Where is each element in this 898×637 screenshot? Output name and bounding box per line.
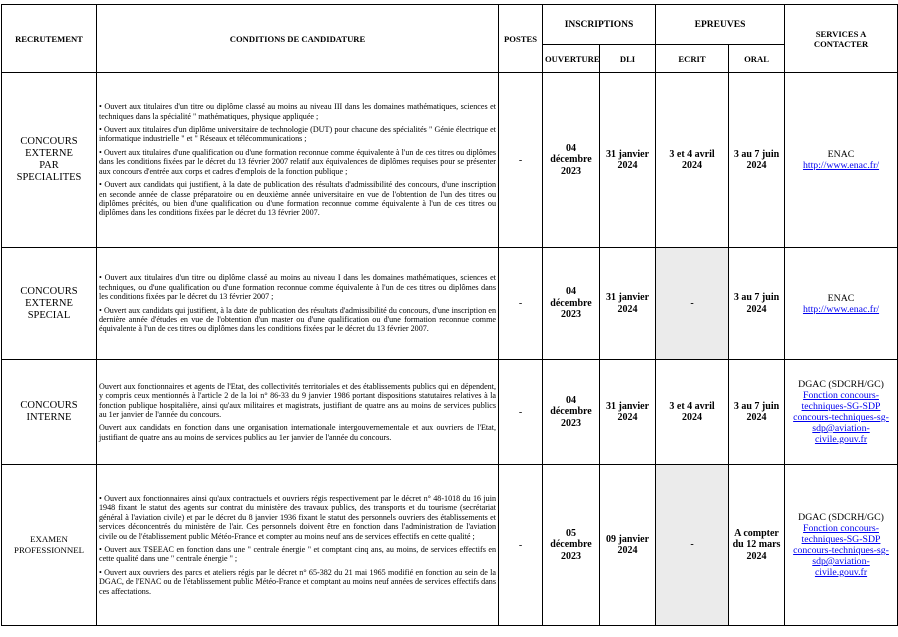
header-recrutement: RECRUTEMENT xyxy=(2,5,97,73)
ouverture-date: 04 xyxy=(566,286,576,298)
header-ecrit: ECRIT xyxy=(656,45,729,73)
service-link[interactable]: concours-techniques-sg- xyxy=(793,412,889,423)
service-link[interactable]: civile.gouv.fr xyxy=(814,567,868,578)
ecrit-date-cell xyxy=(656,73,729,248)
ouverture-date-cell xyxy=(543,73,600,248)
header-services xyxy=(785,5,898,73)
oral-date: 3 au 7 juin xyxy=(733,148,780,160)
recrutement-cell xyxy=(2,360,97,465)
ouverture-date: 04 xyxy=(566,394,576,406)
ecrit-date: - xyxy=(690,297,694,309)
condition-paragraph: Ouvert aux fonctionnaires et agents de l'Etat, des collectivités territoriales et des établissements publics qui en dépendent, y compris ceux mentionnés à l'article 2 de la loi n° 86-33 du 9 janvier 1986 portant dispositions statutaires relatives à la fonction publique hospitalière, ainsi qu'aux militaires et magistrats, justifiant de quatre ans au moins de services publics au 1er janvier de l'année du concours. xyxy=(99,381,496,419)
ecrit-date: 3 et 4 avril xyxy=(669,148,715,160)
ouverture-date-cell xyxy=(543,465,600,626)
recrutement-label: PAR xyxy=(39,160,59,171)
condition-paragraph: • Ouvert aux fonctionnaires ainsi qu'aux contractuels et ouvriers régis respectivement par le décret n° 48-1018 du 16 juin 1948 fixant le statut des agents sur contrat du ministère des travaux publics, des transports et du tourisme (secrétariat général à l'aviation civile) et par le décret du 8 janvier 1936 fixant le statut des personnels ouvriers des établissements et services déconcentrés du ministère de l'air. Ces personnels doivent être en fonction dans l'administration de l'aviation civile ou de l'établissement public Météo-France et compter au moins neuf ans de services effectifs en cette qualité ; xyxy=(99,493,496,541)
header-conditions: CONDITIONS DE CANDIDATURE xyxy=(97,5,499,73)
dli-date: 2024 xyxy=(617,303,638,315)
recruitment-table xyxy=(1,4,898,626)
service-link[interactable]: Fonction concours- xyxy=(803,523,879,534)
dli-date-cell xyxy=(600,248,656,360)
recrutement-label: CONCOURS xyxy=(20,400,78,411)
header-inscriptions: INSCRIPTIONS xyxy=(543,5,656,45)
ecrit-date-cell xyxy=(656,360,729,465)
oral-date: du 12 mars xyxy=(732,539,781,551)
postes-cell: - xyxy=(499,360,543,465)
condition-paragraph: • Ouvert aux titulaires d'un titre ou diplôme classé au moins au niveau I dans les domaines mathématiques, sciences et techniques, ou d'une qualification ou d'une formation reconnue comme équivalente à l'un de ces titres ou diplômes dans les conditions fixées par le décret du 13 février 2007 ; xyxy=(99,273,496,302)
service-link[interactable]: http://www.enac.fr/ xyxy=(802,160,880,171)
table-row xyxy=(2,465,898,626)
dli-date-cell xyxy=(600,465,656,626)
service-cell xyxy=(785,465,898,626)
ecrit-date: 2024 xyxy=(682,412,703,423)
ecrit-date: 2024 xyxy=(682,160,703,171)
service-link[interactable]: http://www.enac.fr/ xyxy=(802,303,880,315)
service-link[interactable]: techniques-SG-SDP xyxy=(801,534,881,545)
dli-date: 31 janvier xyxy=(605,400,650,412)
recrutement-label: EXTERNE xyxy=(25,148,73,159)
dli-date: 2024 xyxy=(617,545,638,556)
oral-date: 3 au 7 juin xyxy=(733,292,780,303)
conditions-cell xyxy=(97,360,499,465)
condition-paragraph: Ouvert aux candidats en fonction dans une organisation internationale intergouvernementale et aux ouvriers de l'Etat, justifiant de quatre ans au moins de services publics au 1er janvier de l'année du concours. xyxy=(99,423,496,442)
condition-paragraph: • Ouvert aux candidats qui justifient, à la date de publication des résultats d'admissibilité des concours, d'une inscription en seconde année de classe préparatoire ou en deuxième année universitaire en vue de l'obtention de l'un des titres ou diplômes précités, ou bien d'une qualification ou d'une formation reconnue comme équivalente à l'un de ces titres ou diplômes dans les conditions fixées par le décret du 13 février 2007. xyxy=(99,180,496,218)
service-link[interactable]: sdp@aviation- xyxy=(812,556,870,567)
ouverture-date: 2023 xyxy=(561,309,581,321)
ecrit-date-cell xyxy=(656,248,729,360)
oral-date: 2024 xyxy=(746,303,767,315)
ouverture-date: 04 xyxy=(566,142,576,154)
header-ouverture: OUVERTURE xyxy=(543,45,600,73)
service-link[interactable]: civile.gouv.fr xyxy=(814,434,868,445)
recrutement-cell xyxy=(2,73,97,248)
condition-paragraph: • Ouvert aux candidats qui justifient, à la date de publication des résultats d'admissibilité du concours, d'une inscription en dernière année d'études en vue de l'obtention d'un master ou d'une qualification ou d'une formation reconnue comme équivalente à l'un de ces titres ou diplômes dans les conditions fixées par le décret du 13 février 2007. xyxy=(99,305,496,334)
recrutement-label: EXTERNE xyxy=(25,297,73,309)
ouverture-date: 05 xyxy=(566,527,576,539)
service-name: DGAC (SDCRH/GC) xyxy=(798,379,884,390)
ecrit-date: - xyxy=(690,539,694,551)
ouverture-date: décembre xyxy=(550,154,592,166)
condition-paragraph: • Ouvert aux titulaires d'une qualification ou d'une formation reconnue comme équivalente à l'un de ces titres ou diplômes dans les conditions fixées par le décret du 13 février 2007 relatif aux équivalences de diplômes requises pour se présenter aux concours d'entrée aux corps et cadres d'emplois de la fonction publique ; xyxy=(99,147,496,176)
oral-date-cell xyxy=(729,73,785,248)
table-row xyxy=(2,73,898,248)
ouverture-date-cell xyxy=(543,360,600,465)
oral-date-cell xyxy=(729,248,785,360)
header-services-line1: SERVICES A xyxy=(815,28,867,39)
service-name: ENAC xyxy=(827,292,855,304)
oral-date-cell xyxy=(729,360,785,465)
dli-date: 09 janvier xyxy=(605,533,650,545)
condition-paragraph: • Ouvert aux titulaires d'un titre ou diplôme classé au moins au niveau III dans les domaines mathématiques, sciences et techniques dans la spécialité " mathématiques, physique appliquée ; xyxy=(99,102,496,121)
dli-date: 31 janvier xyxy=(605,148,650,160)
ouverture-date: 2023 xyxy=(561,550,581,562)
header-services-line2: CONTACTER xyxy=(813,38,869,49)
service-name: ENAC xyxy=(827,149,855,160)
ouverture-date: décembre xyxy=(550,297,592,309)
recrutement-label: CONCOURS xyxy=(20,136,78,147)
recrutement-label: SPECIAL xyxy=(27,309,71,321)
table-body xyxy=(2,73,898,626)
recrutement-label: CONCOURS xyxy=(20,285,78,297)
dli-date-cell xyxy=(600,73,656,248)
dli-date: 31 janvier xyxy=(605,292,650,303)
service-link[interactable]: concours-techniques-sg- xyxy=(793,545,889,556)
postes-cell: - xyxy=(499,73,543,248)
header-epreuves: EPREUVES xyxy=(656,5,785,45)
recrutement-label: EXAMEN xyxy=(30,534,68,544)
ecrit-date: 3 et 4 avril xyxy=(669,400,715,412)
oral-date: 2024 xyxy=(746,412,767,423)
header-dli: DLI xyxy=(600,45,656,73)
dli-date: 2024 xyxy=(617,412,638,423)
condition-paragraph: • Ouvert aux ouvriers des parcs et ateliers régis par le décret n° 65-382 du 21 mai 1965 modifié en fonction au sein de la DGAC, de l'ENAC ou de l'établissement public Météo-France et comptant au moins neuf années de services effectifs dans ces affectations. xyxy=(99,567,496,596)
service-cell xyxy=(785,360,898,465)
dli-date: 2024 xyxy=(617,160,638,171)
recrutement-cell xyxy=(2,248,97,360)
header-postes: POSTES xyxy=(499,5,543,73)
service-cell xyxy=(785,73,898,248)
table-row xyxy=(2,360,898,465)
postes-cell: - xyxy=(499,248,543,360)
conditions-cell xyxy=(97,248,499,360)
recrutement-cell xyxy=(2,465,97,626)
ouverture-date: 2023 xyxy=(561,165,581,177)
condition-paragraph: • Ouvert aux titulaires d'un diplôme universitaire de technologie (DUT) pour chacune des spécialités " Génie électrique et informatique industrielle " et " Réseaux et télécommunications ; xyxy=(99,125,496,144)
recrutement-label: PROFESSIONNEL xyxy=(14,545,84,555)
conditions-cell xyxy=(97,73,499,248)
ouverture-date: 2023 xyxy=(561,417,581,429)
postes-cell: - xyxy=(499,465,543,626)
oral-date-cell xyxy=(729,465,785,626)
oral-date: 3 au 7 juin xyxy=(733,400,780,412)
oral-date: 2024 xyxy=(746,160,767,171)
recrutement-label: SPECIALITES xyxy=(16,172,82,183)
dli-date-cell xyxy=(600,360,656,465)
oral-date: 2024 xyxy=(746,550,767,562)
header-oral: ORAL xyxy=(729,45,785,73)
ouverture-date: décembre xyxy=(550,406,592,418)
conditions-cell xyxy=(97,465,499,626)
recrutement-label: INTERNE xyxy=(26,412,72,423)
ouverture-date-cell xyxy=(543,248,600,360)
oral-date: A compter xyxy=(734,527,779,539)
table-row xyxy=(2,248,898,360)
ouverture-date: décembre xyxy=(550,539,592,551)
service-cell xyxy=(785,248,898,360)
service-link[interactable]: techniques-SG-SDP xyxy=(801,401,881,412)
service-link[interactable]: sdp@aviation- xyxy=(812,423,870,434)
condition-paragraph: • Ouvert aux TSEEAC en fonction dans une " centrale énergie " et comptant cinq ans, au moins, de services effectifs en cette qualité dans une " centrale énergie " ; xyxy=(99,545,496,564)
service-name: DGAC (SDCRH/GC) xyxy=(798,512,884,523)
ecrit-date-cell xyxy=(656,465,729,626)
service-link[interactable]: Fonction concours- xyxy=(803,390,879,401)
